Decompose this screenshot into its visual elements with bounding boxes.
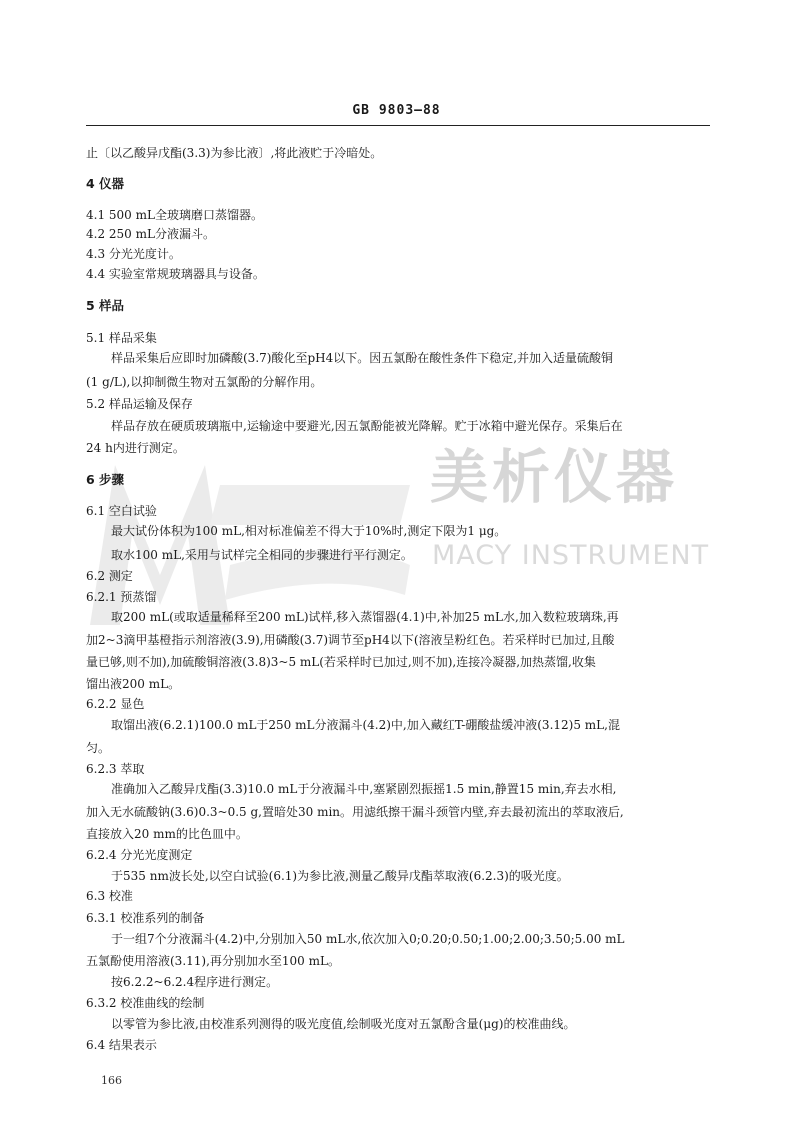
subsection-heading: 6.3.2 校准曲线的绘制 — [86, 996, 205, 1010]
section-heading: 4 仪器 — [86, 176, 125, 191]
text-line: 取水100 mL,采用与试样完全相同的步骤进行平行测定。 — [111, 548, 413, 562]
text-line: 4.2 250 mL分液漏斗。 — [86, 227, 215, 241]
text-line: 于一组7个分液漏斗(4.2)中,分别加入50 mL水,依次加入0;0.20;0.50;1.00;2.00;3.50;5.00 mL — [111, 932, 625, 946]
text-line: 加入无水硫酸钠(3.6)0.3~0.5 g,置暗处30 min。用滤纸擦干漏斗颈管内壁,弃去最初流出的萃取液后, — [86, 805, 624, 819]
text-line: 4.1 500 mL全玻璃磨口蒸馏器。 — [86, 208, 263, 222]
subsection-heading: 5.1 样品采集 — [86, 331, 157, 345]
watermark-text-en: MACY INSTRUMENT — [432, 540, 710, 571]
text-line: 取馏出液(6.2.1)100.0 mL于250 mL分液漏斗(4.2)中,加入藏红T-硼酸盐缓冲液(3.12)5 mL,混 — [111, 718, 620, 732]
subsection-heading: 6.1 空白试验 — [86, 504, 157, 518]
page-number: 166 — [101, 1074, 122, 1087]
text-line: 直接放入20 mm的比色皿中。 — [86, 827, 248, 841]
text-line: 最大试份体积为100 mL,相对标准偏差不得大于10%时,测定下限为1 μg。 — [111, 524, 507, 538]
subsection-heading: 6.2.2 显色 — [86, 697, 145, 711]
subsection-heading: 5.2 样品运输及保存 — [86, 397, 193, 411]
subsection-heading: 6.2.3 萃取 — [86, 762, 145, 776]
text-line: 24 h内进行测定。 — [86, 441, 185, 455]
text-line: 准确加入乙酸异戊酯(3.3)10.0 mL于分液漏斗中,塞紧剧烈振摇1.5 min,静置15 min,弃去水相, — [111, 782, 617, 796]
text-line: 馏出液200 mL。 — [86, 677, 181, 691]
text-line: 加2~3滴甲基橙指示剂溶液(3.9),用磷酸(3.7)调节至pH4以下(溶液呈粉红色。若采样时已加过,且酸 — [86, 633, 615, 647]
subsection-heading: 6.2.4 分光光度测定 — [86, 848, 193, 862]
text-line: 止〔以乙酸异戊酯(3.3)为参比液〕,将此液贮于冷暗处。 — [86, 146, 383, 160]
subsection-heading: 6.2.1 预蒸馏 — [86, 590, 157, 604]
text-line: 样品存放在硬质玻璃瓶中,运输途中要避光,因五氯酚能被光降解。贮于冰箱中避光保存。采集后在 — [111, 419, 623, 433]
text-line: 匀。 — [86, 741, 111, 755]
subsection-heading: 6.4 结果表示 — [86, 1038, 157, 1052]
section-heading: 6 步骤 — [86, 472, 125, 487]
text-line: 按6.2.2~6.2.4程序进行测定。 — [111, 975, 279, 989]
text-line: (1 g/L),以抑制微生物对五氯酚的分解作用。 — [86, 375, 323, 389]
text-line: 以零管为参比液,由校准系列测得的吸光度值,绘制吸光度对五氯酚含量(μg)的校准曲线。 — [111, 1017, 576, 1031]
text-line: 4.4 实验室常规玻璃器具与设备。 — [86, 267, 265, 281]
subsection-heading: 6.3 校准 — [86, 889, 133, 903]
text-line: 五氯酚使用溶液(3.11),再分别加水至100 mL。 — [86, 954, 340, 968]
subsection-heading: 6.2 测定 — [86, 569, 133, 583]
document-code-header: GB 9803—88 — [352, 103, 441, 118]
header-rule — [86, 125, 710, 126]
text-line: 于535 nm波长处,以空白试验(6.1)为参比液,测量乙酸异戊酯萃取液(6.2.3)的吸光度。 — [111, 869, 569, 883]
section-heading: 5 样品 — [86, 298, 125, 313]
text-line: 样品采集后应即时加磷酸(3.7)酸化至pH4以下。因五氯酚在酸性条件下稳定,并加入适量硫酸铜 — [111, 351, 614, 365]
text-line: 4.3 分光光度计。 — [86, 247, 181, 261]
text-line: 取200 mL(或取适量稀释至200 mL)试样,移入蒸馏器(4.1)中,补加25 mL水,加入数粒玻璃珠,再 — [111, 610, 619, 624]
watermark-text-cn: 美析仪器 — [430, 443, 679, 511]
text-line: 量已够,则不加),加硫酸铜溶液(3.8)3~5 mL(若采样时已加过,则不加),连接冷凝器,加热蒸馏,收集 — [86, 655, 596, 669]
subsection-heading: 6.3.1 校准系列的制备 — [86, 911, 205, 925]
